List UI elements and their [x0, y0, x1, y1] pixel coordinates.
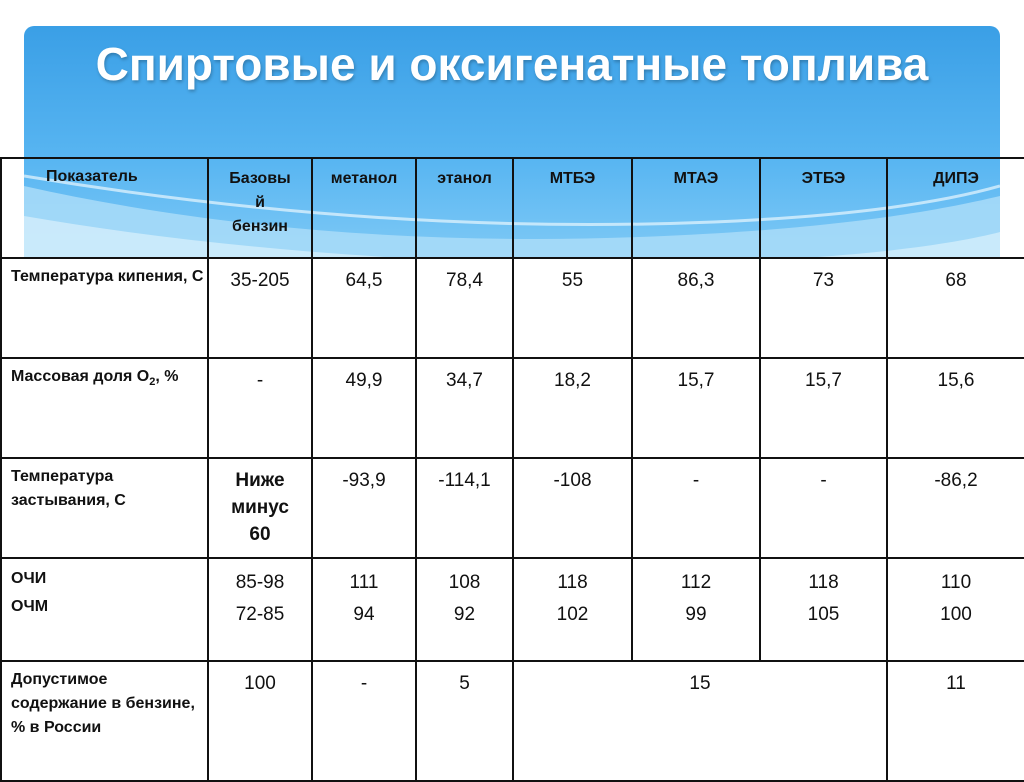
header-row	[1, 158, 1024, 258]
header-methanol: метанол	[312, 158, 416, 258]
fuel-properties-table	[0, 157, 1024, 782]
table-cell: -	[632, 458, 760, 558]
table-row-octane	[1, 558, 1024, 661]
table-cell: -114,1	[416, 458, 513, 558]
ochi-value: 118	[557, 572, 588, 593]
table-cell: 15,6	[887, 358, 1024, 458]
table-cell: -86,2	[887, 458, 1024, 558]
table-cell: 86,3	[632, 258, 760, 358]
table-cell: 18,2	[513, 358, 632, 458]
ochi-value: 85-98	[235, 572, 285, 593]
row-label: Температура застывания, С	[1, 458, 208, 558]
table-cell: 15,7	[632, 358, 760, 458]
header-base-part: й	[255, 194, 265, 211]
header-mtae: МТАЭ	[632, 158, 760, 258]
cell-line: 60	[249, 524, 271, 545]
table-cell	[632, 558, 760, 661]
header-base-part: Базовы	[229, 170, 291, 187]
ochm-value: 100	[940, 604, 972, 625]
table-row-allowed-content	[1, 661, 1024, 781]
header-dipe: ДИПЭ	[887, 158, 1024, 258]
header-mtbe: МТБЭ	[513, 158, 632, 258]
ochm-value: 105	[807, 604, 840, 625]
table-cell: -	[208, 358, 312, 458]
ochm-value: 99	[685, 604, 707, 625]
table-cell: 64,5	[312, 258, 416, 358]
table-cell: 15,7	[760, 358, 887, 458]
ochm-value: 94	[353, 604, 375, 625]
ochi-value: 118	[808, 572, 839, 593]
row-label-line: ОЧИ	[11, 570, 47, 587]
table-cell	[513, 558, 632, 661]
table-cell: 49,9	[312, 358, 416, 458]
row-label	[1, 358, 208, 458]
table-cell: 34,7	[416, 358, 513, 458]
table-cell: 100	[208, 661, 312, 781]
table-cell	[312, 558, 416, 661]
cell-line: Ниже	[235, 470, 285, 491]
row-label-part: Массовая доля О	[11, 368, 150, 385]
table-cell: -93,9	[312, 458, 416, 558]
table-cell: -	[760, 458, 887, 558]
header-base-part: бензин	[232, 218, 288, 235]
header-ethanol: этанол	[416, 158, 513, 258]
ochm-value: 92	[453, 604, 476, 625]
table-cell-merged: 15	[513, 661, 887, 781]
table-cell	[208, 458, 312, 558]
header-indicator: Показатель	[1, 158, 208, 258]
table-cell: 73	[760, 258, 887, 358]
ochm-value: 72-85	[235, 604, 285, 625]
table-row-freezing-temp	[1, 458, 1024, 558]
row-label: Допустимое содержание в бензине, % в России	[1, 661, 208, 781]
ochm-value: 102	[556, 604, 589, 625]
ochi-value: 112	[680, 572, 712, 593]
ochi-value: 110	[940, 572, 972, 593]
table-row-oxygen-share	[1, 358, 1024, 458]
ochi-value: 108	[448, 572, 481, 593]
table-cell	[416, 558, 513, 661]
row-label	[1, 558, 208, 661]
table-cell	[760, 558, 887, 661]
table-cell: -	[312, 661, 416, 781]
slide-title: Спиртовые и оксигенатные топлива	[95, 38, 929, 90]
ochi-value: 111	[349, 572, 379, 593]
table-cell: 68	[887, 258, 1024, 358]
table-cell	[208, 558, 312, 661]
table-cell: 55	[513, 258, 632, 358]
table-row-boiling-temp	[1, 258, 1024, 358]
cell-line: минус	[231, 497, 289, 518]
table-cell: 35-205	[208, 258, 312, 358]
row-label-subscript: 2	[149, 376, 156, 389]
row-label-line: ОЧМ	[11, 598, 49, 615]
table-cell: 78,4	[416, 258, 513, 358]
row-label: Температура кипения, С	[1, 258, 208, 358]
table-cell: 5	[416, 661, 513, 781]
table-cell: -108	[513, 458, 632, 558]
header-etbe: ЭТБЭ	[760, 158, 887, 258]
row-label-part: , %	[155, 368, 179, 385]
table-cell	[887, 558, 1024, 661]
table-cell: 11	[887, 661, 1024, 781]
header-base-gasoline	[208, 158, 312, 258]
